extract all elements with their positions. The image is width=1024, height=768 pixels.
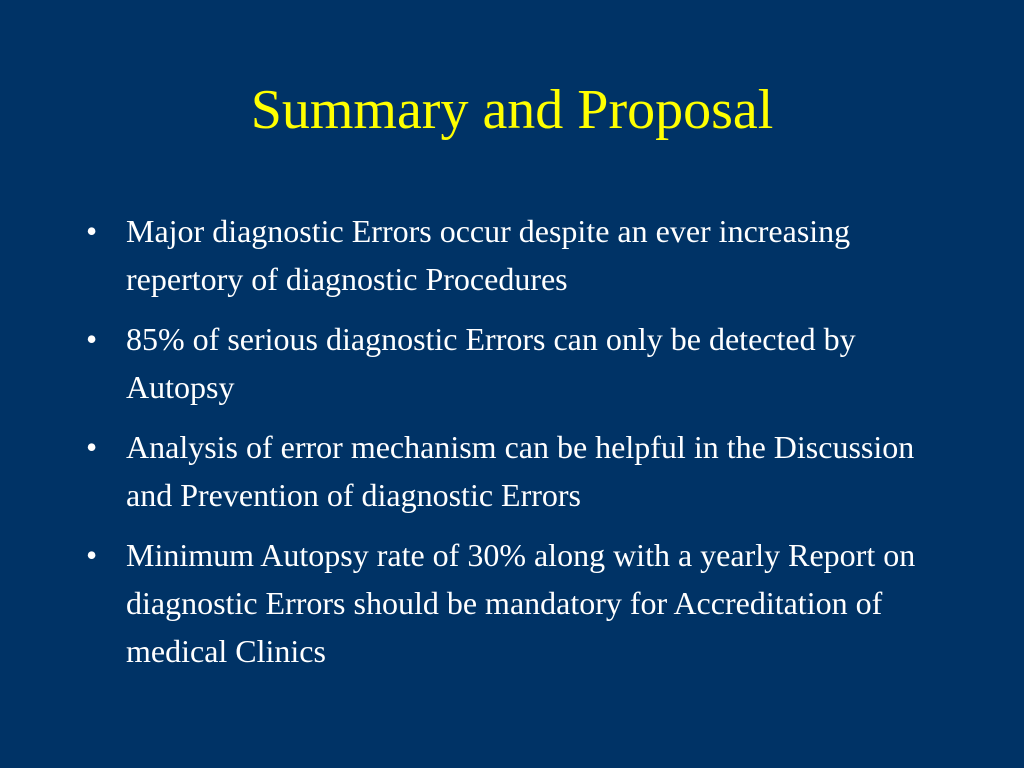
bullet-marker-icon: •	[86, 537, 98, 573]
bullet-list	[86, 207, 946, 687]
bullet-text: 85% of serious diagnostic Errors can only be detected by Autopsy	[126, 321, 856, 405]
bullet-item	[86, 423, 946, 519]
bullet-item	[86, 315, 946, 411]
bullet-text: Minimum Autopsy rate of 30% along with a yearly Report on diagnostic Errors should be mandatory for Accreditation of medical Clinics	[126, 537, 916, 669]
bullet-item	[86, 531, 946, 675]
bullet-text: Analysis of error mechanism can be helpful in the Discussion and Prevention of diagnostic Errors	[126, 429, 915, 513]
slide-title: Summary and Proposal	[250, 79, 774, 141]
bullet-item	[86, 207, 946, 303]
bullet-marker-icon: •	[86, 213, 98, 249]
bullet-marker-icon: •	[86, 321, 98, 357]
bullet-marker-icon: •	[86, 429, 98, 465]
bullet-text: Major diagnostic Errors occur despite an ever increasing repertory of diagnostic Procedures	[126, 213, 851, 297]
